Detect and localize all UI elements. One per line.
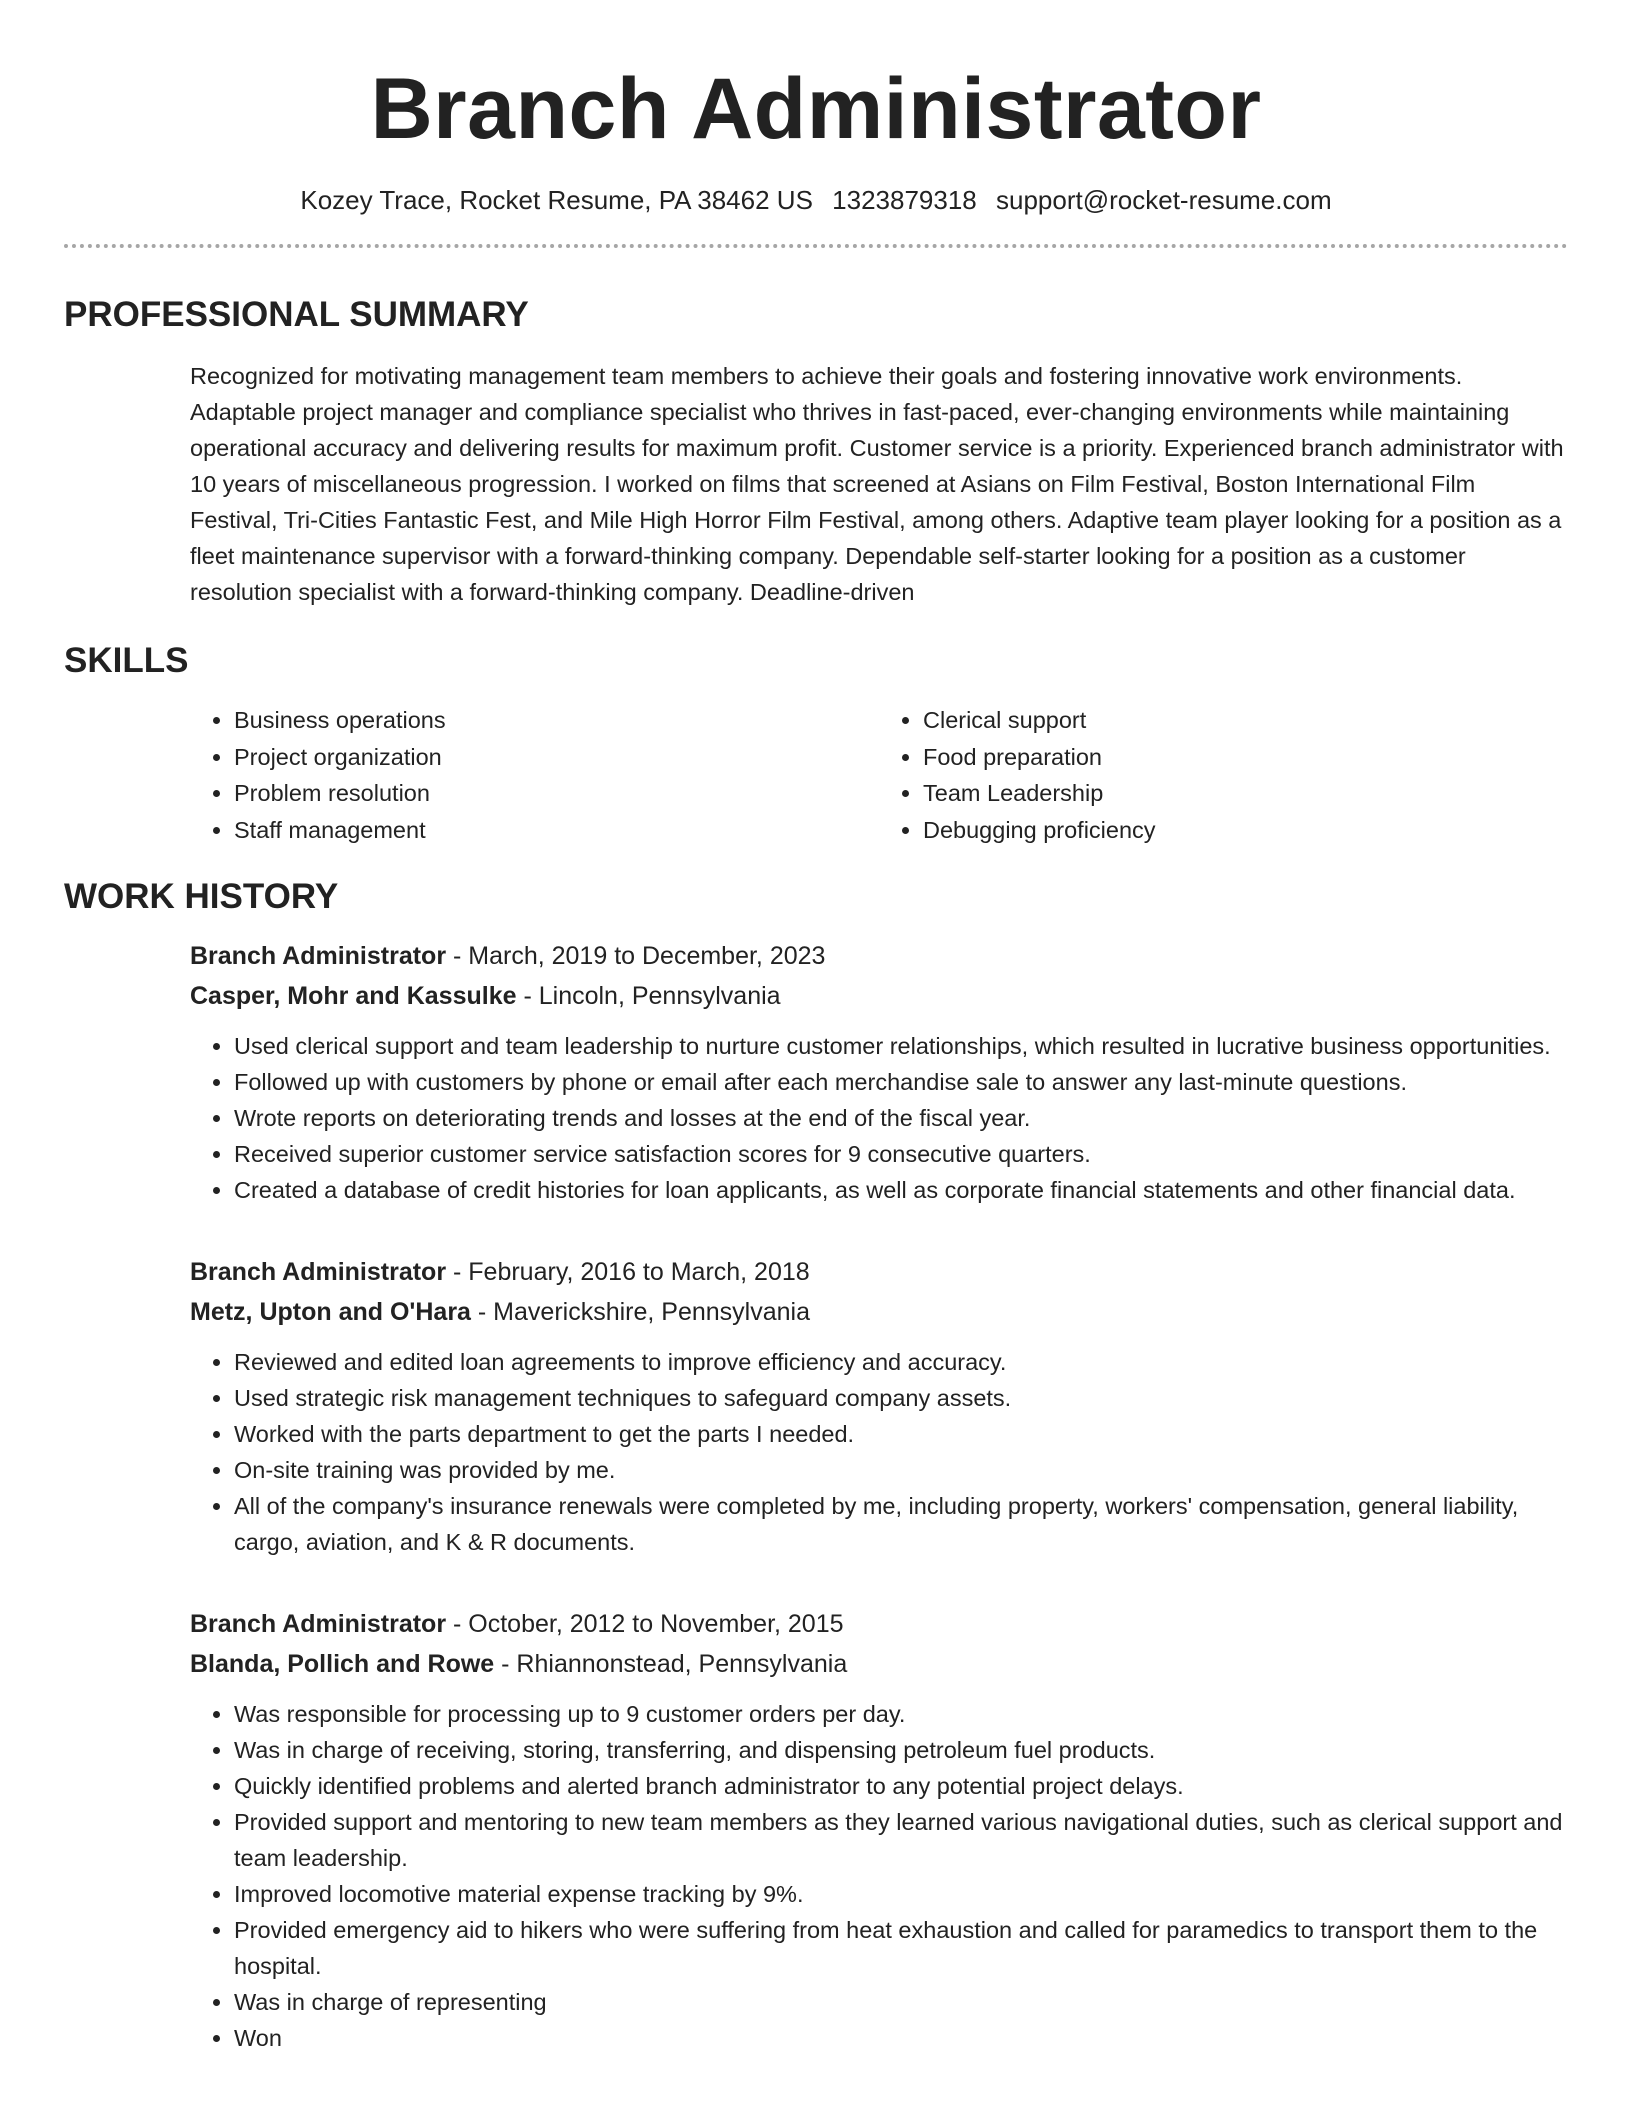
job-title-line	[190, 936, 1568, 976]
skill-item: • Team Leadership	[923, 775, 1568, 812]
job-entry	[190, 1252, 1568, 1560]
job-bullet: • Reviewed and edited loan agreements to improve efficiency and accuracy.	[234, 1344, 1568, 1380]
job-dates: - October, 2012 to November, 2015	[446, 1610, 844, 1639]
job-bullet: • Was in charge of receiving, storing, transferring, and dispensing petroleum fuel products.	[234, 1732, 1568, 1768]
job-entry	[190, 936, 1568, 1208]
job-bullet: • Used strategic risk management techniques to safeguard company assets.	[234, 1380, 1568, 1416]
job-entry	[190, 1604, 1568, 2056]
candidate-name: Branch Administrator	[370, 61, 1262, 157]
skill-item: • Staff management	[234, 812, 879, 849]
contact-email: support@rocket-resume.com	[996, 185, 1332, 216]
summary-text: Recognized for motivating management team members to achieve their goals and fostering innovative work environments. Adaptable project manager and compliance specialist who thrives in fast-paced, ever-changing environments while maintaining operational accuracy and delivering results for maximum profit. Customer service is a priority. Experienced branch administrator with 10 years of miscellaneous progression. I worked on films that screened at Asians on Film Festival, Boston International Film Festival, Tri-Cities Fantastic Fest, and Mile High Horror Film Festival, among others. Adaptive team player looking for a position as a fleet maintenance supervisor with a forward-thinking company. Dependable self-starter looking for a position as a customer resolution specialist with a forward-thinking company. Deadline-driven	[190, 363, 1564, 606]
job-company: Metz, Upton and O'Hara	[190, 1298, 471, 1327]
section-title-summary: PROFESSIONAL SUMMARY	[64, 295, 529, 335]
job-bullet: • Provided emergency aid to hikers who were suffering from heat exhaustion and called for paramedics to transport them to the hospital.	[234, 1912, 1568, 1984]
job-role: Branch Administrator	[190, 1610, 447, 1639]
job-bullet: • Was responsible for processing up to 9 customer orders per day.	[234, 1696, 1568, 1732]
job-company: Casper, Mohr and Kassulke	[190, 982, 517, 1011]
job-title-line	[190, 1604, 1568, 1644]
job-location: - Rhiannonstead, Pennsylvania	[494, 1650, 848, 1679]
job-bullet: • Improved locomotive material expense tracking by 9%.	[234, 1876, 1568, 1912]
job-bullet: • Received superior customer service satisfaction scores for 9 consecutive quarters.	[234, 1136, 1568, 1172]
job-role: Branch Administrator	[190, 942, 447, 971]
job-bullet: • Used clerical support and team leadership to nurture customer relationships, which resulted in lucrative business opportunities.	[234, 1028, 1568, 1064]
contact-line	[64, 185, 1568, 216]
contact-phone: 1323879318	[832, 185, 977, 216]
job-bullet-list	[190, 1028, 1568, 1208]
resume-page	[64, 0, 1568, 2056]
section-title-work-history: WORK HISTORY	[64, 877, 339, 917]
job-bullet: • Provided support and mentoring to new team members as they learned various navigational duties, such as clerical support and team leadership.	[234, 1804, 1568, 1876]
job-company-line	[190, 1644, 1568, 1684]
job-bullet: • All of the company's insurance renewals were completed by me, including property, workers' compensation, general liability, cargo, aviation, and K & R documents.	[234, 1488, 1568, 1560]
skills-column-right	[879, 702, 1568, 848]
job-bullet: • Wrote reports on deteriorating trends and losses at the end of the fiscal year.	[234, 1100, 1568, 1136]
job-company-line	[190, 976, 1568, 1016]
header-divider	[64, 244, 1568, 248]
job-bullet: • Worked with the parts department to get the parts I needed.	[234, 1416, 1568, 1452]
job-role: Branch Administrator	[190, 1258, 447, 1287]
job-title-line	[190, 1252, 1568, 1292]
contact-address: Kozey Trace, Rocket Resume, PA 38462 US	[300, 185, 813, 216]
skill-item: • Food preparation	[923, 739, 1568, 776]
skill-item: • Problem resolution	[234, 775, 879, 812]
section-title-skills: SKILLS	[64, 641, 189, 681]
job-bullet: • Quickly identified problems and alerted branch administrator to any potential project delays.	[234, 1768, 1568, 1804]
job-bullet: • Won	[234, 2020, 1568, 2056]
job-location: - Maverickshire, Pennsylvania	[470, 1298, 810, 1327]
job-location: - Lincoln, Pennsylvania	[516, 982, 781, 1011]
job-dates: - March, 2019 to December, 2023	[446, 942, 826, 971]
skills-column-left	[190, 702, 879, 848]
job-company: Blanda, Pollich and Rowe	[190, 1650, 495, 1679]
professional-summary-section	[64, 294, 1568, 610]
work-history-section	[64, 876, 1568, 2056]
job-bullet: • Followed up with customers by phone or email after each merchandise sale to answer any last-minute questions.	[234, 1064, 1568, 1100]
job-bullet: • On-site training was provided by me.	[234, 1452, 1568, 1488]
job-dates: - February, 2016 to March, 2018	[446, 1258, 810, 1287]
job-bullet: • Was in charge of representing	[234, 1984, 1568, 2020]
skills-section	[64, 640, 1568, 848]
skill-item: • Business operations	[234, 702, 879, 739]
skill-item: • Debugging proficiency	[923, 812, 1568, 849]
job-company-line	[190, 1292, 1568, 1332]
skill-item: • Project organization	[234, 739, 879, 776]
skill-item: • Clerical support	[923, 702, 1568, 739]
skills-grid	[190, 702, 1568, 848]
job-bullet-list	[190, 1696, 1568, 2056]
job-bullet: • Created a database of credit histories for loan applicants, as well as corporate financial statements and other financial data.	[234, 1172, 1568, 1208]
job-bullet-list	[190, 1344, 1568, 1560]
